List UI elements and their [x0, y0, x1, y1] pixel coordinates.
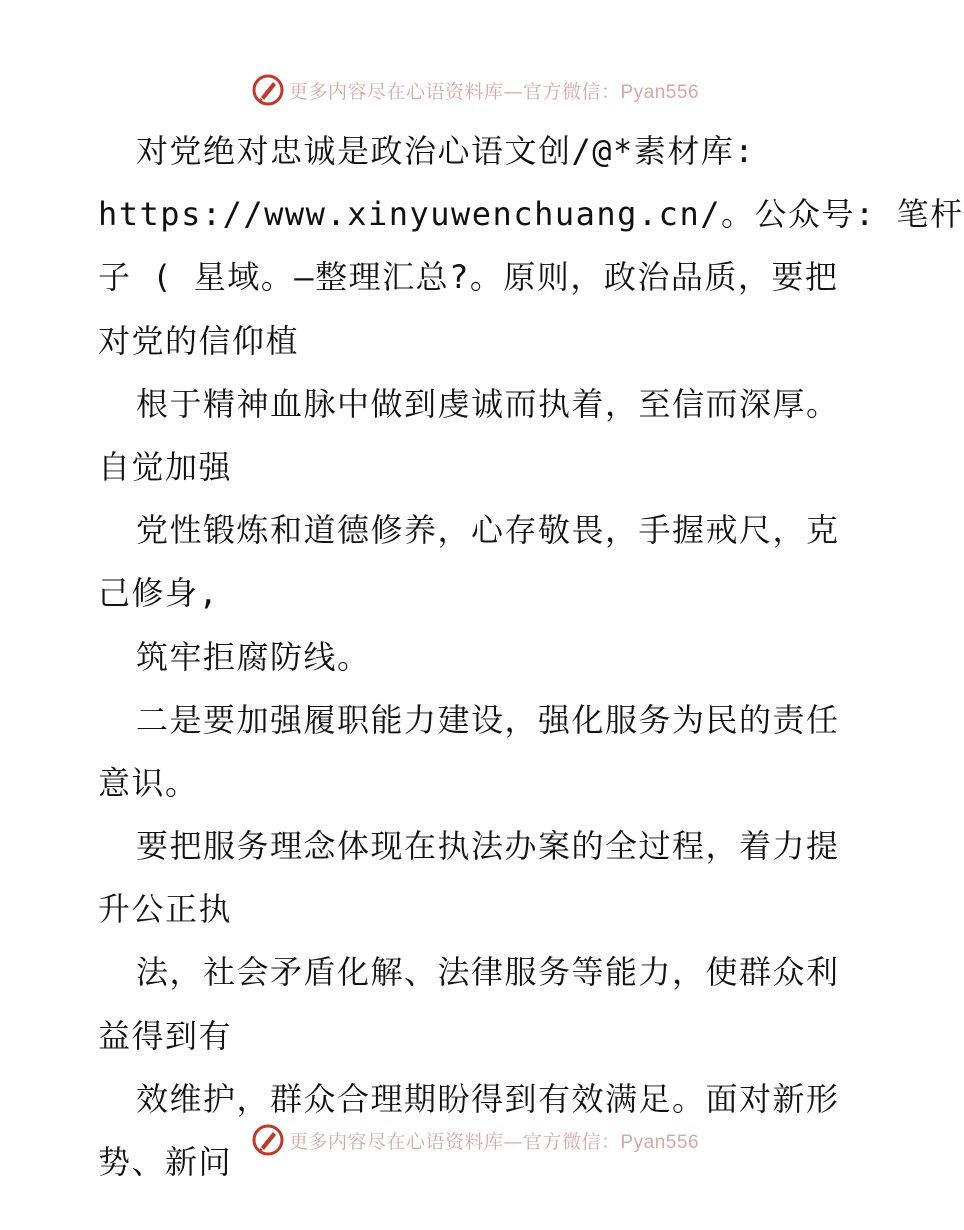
text-line: 升公正执	[98, 890, 233, 929]
pen-logo-icon	[251, 1123, 285, 1157]
text-line: 自觉加强	[98, 447, 233, 486]
text-line: 效维护，群众合理期盼得到有效满足。面对新形	[136, 1079, 840, 1118]
text-line: 意识。	[98, 763, 199, 802]
text-line: 二是要加强履职能力建设，强化服务为民的责任	[136, 700, 840, 739]
text-line: 根于精神血脉中做到虔诚而执着，至信而深厚。	[136, 384, 840, 423]
header-banner	[0, 70, 950, 110]
body-text	[98, 120, 964, 1194]
text-line: https://www.xinyuwenchuang.cn/。公众号: 笔杆	[98, 195, 964, 234]
text-line: 对党的信仰植	[98, 321, 300, 360]
pen-logo-icon	[251, 73, 285, 107]
text-line: 法，社会矛盾化解、法律服务等能力，使群众利	[136, 953, 840, 992]
text-line: 要把服务理念体现在执法办案的全过程，着力提	[136, 827, 840, 866]
header-banner-text: 更多内容尽在心语资料库—官方微信：Pyan556	[288, 80, 700, 103]
header-wechat-id: Pyan556	[620, 81, 700, 103]
footer-banner	[0, 1120, 950, 1160]
text-line: 子 ( 星域。—整理汇总?。原则，政治品质，要把	[98, 258, 839, 297]
text-line: 己修身,	[98, 574, 220, 613]
text-line: 党性锻炼和道德修养，心存敬畏，手握戒尺，克	[136, 511, 840, 550]
footer-wechat-id: Pyan556	[620, 1131, 700, 1153]
text-line: 对党绝对忠诚是政治心语文创/@*素材库:	[136, 132, 756, 170]
text-line: 势、新问	[98, 1143, 233, 1181]
text-line: 益得到有	[98, 1016, 233, 1055]
text-line: 筑牢拒腐防线。	[136, 637, 371, 676]
footer-banner-text: 更多内容尽在心语资料库—官方微信：Pyan556	[288, 1130, 700, 1153]
